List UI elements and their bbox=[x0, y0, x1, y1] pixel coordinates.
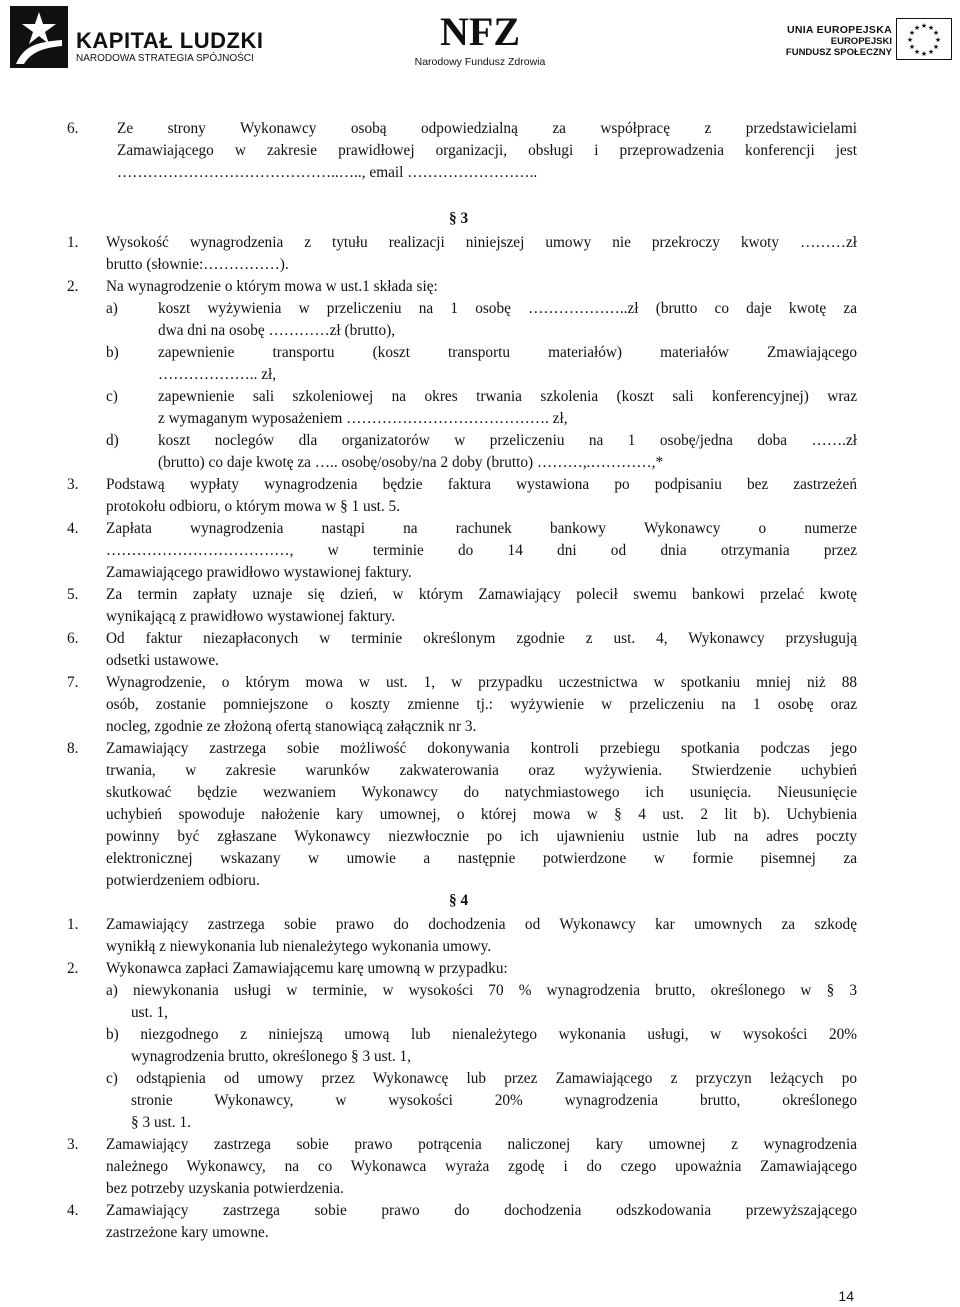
list-number: 6. bbox=[67, 120, 79, 137]
nfz-subtitle: Narodowy Fundusz Zdrowia bbox=[414, 56, 546, 68]
text-line: Podstawą wypłaty wynagrodzenia będzie faktura wystawiona po podpisaniu bez zastrzeżeń bbox=[106, 476, 857, 493]
list-number: 1. bbox=[67, 916, 79, 933]
nfz-logo bbox=[405, 10, 555, 72]
text-line: wynagrodzenia brutto, określonego § 3 ust. 1, bbox=[131, 1048, 411, 1065]
text-line: Wysokość wynagrodzenia z tytułu realizacji niniejszej umowy nie przekroczy kwoty ………zł bbox=[106, 234, 857, 251]
text-line: brutto (słownie:……………). bbox=[106, 256, 289, 273]
text-line: Za termin zapłaty uznaje się dzień, w którym Zamawiający polecił swemu bankowi przelać kwotę bbox=[106, 586, 857, 603]
text-line: zastrzeżone kary umowne. bbox=[106, 1224, 269, 1241]
eu-text bbox=[786, 24, 892, 58]
svg-text:★: ★ bbox=[932, 29, 940, 37]
text-line: wynikłą z niewykonania lub nienależytego wykonania umowy. bbox=[106, 938, 492, 955]
text-line: bez potrzeby uzyskania potwierdzenia. bbox=[106, 1180, 344, 1197]
svg-text:★: ★ bbox=[913, 48, 921, 56]
svg-text:★: ★ bbox=[920, 22, 928, 30]
text-line: z wymaganym wyposażeniem …………………………………. zł, bbox=[158, 410, 568, 427]
svg-text:★: ★ bbox=[908, 43, 916, 51]
text-line: Ze strony Wykonawcy osobą odpowiedzialną za współpracę z przedstawicielami bbox=[117, 120, 857, 137]
text-line: odsetki ustawowe. bbox=[106, 652, 220, 669]
text-line: osób, zostanie pomniejszone o koszty zmienne tj.: wyżywienie w przeliczeniu na 1 osobę oraz bbox=[106, 696, 857, 713]
text-line: koszt noclegów dla organizatorów w przeliczeniu na 1 osobę/jedna doba …….zł bbox=[158, 432, 857, 449]
text-line: Wykonawca zapłaci Zamawiającemu karę umowną w przypadku: bbox=[106, 960, 508, 977]
text-line: Zamawiający zastrzega sobie prawo do dochodzenia odszkodowania przewyższającego bbox=[106, 1202, 857, 1219]
text-line: uchybień spowoduje nałożenie kary umownej, o której mowa w § 4 ust. 2 lit b). Uchybienia bbox=[106, 806, 857, 823]
list-letter: c) bbox=[106, 388, 118, 405]
list-number: 2. bbox=[67, 278, 79, 295]
page-number: 14 bbox=[838, 1288, 854, 1304]
list-number: 8. bbox=[67, 740, 79, 757]
text-line: zapewnienie transportu (koszt transportu materiałów) materiałów Zmawiającego bbox=[158, 344, 857, 361]
list-number: 7. bbox=[67, 674, 79, 691]
svg-text:★: ★ bbox=[932, 43, 940, 51]
text-line: powinny być zgłaszane Wykonawcy niezwłocznie po ich ujawnieniu ustnie lub na adres poczty bbox=[106, 828, 857, 845]
text-line: skutkować będzie wezwaniem Wykonawcy do natychmiastowego ich usunięcia. Nieusunięcie bbox=[106, 784, 857, 801]
list-number: 3. bbox=[67, 1136, 79, 1153]
svg-text:NFZ: NFZ bbox=[440, 10, 520, 50]
svg-text:★: ★ bbox=[908, 29, 916, 37]
text-line: (brutto) co daje kwotę za ….. osobę/osoby/na 2 doby (brutto) ………,.…………,* bbox=[158, 454, 664, 471]
text-line: Zapłata wynagrodzenia nastąpi na rachunek bankowy Wykonawcy o numerze bbox=[106, 520, 857, 537]
eu-line2: EUROPEJSKI bbox=[830, 36, 892, 47]
list-letter: a) bbox=[106, 300, 118, 317]
text-line: ………………………………, w terminie do 14 dni od dnia otrzymania przez bbox=[106, 542, 857, 559]
text-line: Zamawiającego w zakresie prawidłowej organizacji, obsługi i przeprowadzenia konferencji jest bbox=[117, 142, 857, 159]
text-line: a) niewykonania usługi w terminie, w wysokości 70 % wynagrodzenia brutto, określonego w § 3 bbox=[106, 982, 857, 999]
kapital-ludzki-title: KAPITAŁ LUDZKI bbox=[76, 28, 264, 53]
text-line: zapewnienie sali szkoleniowej na okres trwania szkolenia (koszt sali konferencyjnej) wraz bbox=[158, 388, 857, 405]
list-number: 4. bbox=[67, 520, 79, 537]
text-line: c) odstąpienia od umowy przez Wykonawcę lub przez Zamawiającego z przyczyn leżących po bbox=[106, 1070, 857, 1087]
list-number: 1. bbox=[67, 234, 79, 251]
text-line: koszt wyżywienia w przeliczeniu na 1 osobę ………………..zł (brutto co daje kwotę za bbox=[158, 300, 857, 317]
kapital-ludzki-logo bbox=[10, 6, 270, 70]
list-letter: b) bbox=[106, 344, 119, 361]
text-line: ……………………………………..….., email …………………….. bbox=[117, 164, 538, 181]
svg-text:★: ★ bbox=[913, 24, 921, 32]
nfz-wordmark-icon bbox=[432, 10, 528, 50]
list-number: 3. bbox=[67, 476, 79, 493]
list-number: 4. bbox=[67, 1202, 79, 1219]
text-line: potwierdzeniem odbioru. bbox=[106, 872, 260, 889]
svg-text:★: ★ bbox=[906, 36, 914, 44]
text-line: b) niezgodnego z niniejszą umową lub nienależytego wykonania usługi, w wysokości 20% bbox=[106, 1026, 857, 1043]
text-line: należnego Wykonawcy, na co Wykonawca wyraża zgodę i do czego upoważnia Zamawiającego bbox=[106, 1158, 857, 1175]
text-line: protokołu odbioru, o którym mowa w § 1 ust. 5. bbox=[106, 498, 401, 515]
text-line: elektronicznej wskazany w umowie a następnie potwierdzone w formie pisemnej za bbox=[106, 850, 857, 867]
eu-logo bbox=[772, 18, 952, 68]
text-line: ust. 1, bbox=[131, 1004, 168, 1021]
text-line: stronie Wykonawcy, w wysokości 20% wynagrodzenia brutto, określonego bbox=[131, 1092, 857, 1109]
text-line: dwa dni na osobę …………zł (brutto), bbox=[158, 322, 396, 339]
text-line: Zamawiającego prawidłowo wystawionej faktury. bbox=[106, 564, 412, 581]
svg-text:★: ★ bbox=[920, 50, 928, 58]
list-number: 2. bbox=[67, 960, 79, 977]
section-heading: § 3 bbox=[449, 210, 469, 227]
list-number: 5. bbox=[67, 586, 79, 603]
kapital-ludzki-subtitle: NARODOWA STRATEGIA SPÓJNOŚCI bbox=[76, 53, 254, 64]
text-line: wynikającą z prawidłowo wystawionej faktury. bbox=[106, 608, 396, 625]
text-line: Zamawiający zastrzega sobie prawo potrącenia naliczonej kary umownej z wynagrodzenia bbox=[106, 1136, 857, 1153]
text-line: Zamawiający zastrzega sobie możliwość dokonywania kontroli przebiegu spotkania podczas jego bbox=[106, 740, 857, 757]
text-line: Na wynagrodzenie o którym mowa w ust.1 składa się: bbox=[106, 278, 438, 295]
text-line: nocleg, zgodnie ze złożoną ofertą stanowiącą załącznik nr 3. bbox=[106, 718, 477, 735]
svg-text:★: ★ bbox=[927, 48, 935, 56]
kapital-ludzki-emblem-icon bbox=[10, 6, 68, 68]
text-line: Wynagrodzenie, o którym mowa w ust. 1, w przypadku uczestnictwa w spotkaniu mniej niż 88 bbox=[106, 674, 857, 691]
eu-line1: UNIA EUROPEJSKA bbox=[786, 24, 892, 36]
list-letter: d) bbox=[106, 432, 119, 449]
eu-line3: FUNDUSZ SPOŁECZNY bbox=[785, 47, 892, 58]
svg-text:★: ★ bbox=[927, 24, 935, 32]
text-line: ……………….. zł, bbox=[158, 366, 277, 383]
text-line: Zamawiający zastrzega sobie prawo do dochodzenia od Wykonawcy kar umownych za szkodę bbox=[106, 916, 857, 933]
svg-text:★: ★ bbox=[934, 36, 942, 44]
list-number: 6. bbox=[67, 630, 79, 647]
text-line: Od faktur niezapłaconych w terminie określonym zgodnie z ust. 4, Wykonawcy przysługują bbox=[106, 630, 857, 647]
text-line: § 3 ust. 1. bbox=[131, 1114, 191, 1131]
section-heading: § 4 bbox=[449, 892, 469, 909]
eu-flag-icon bbox=[896, 18, 952, 60]
text-line: trwania, w zakresie warunków zakwaterowania oraz wyżywienia. Stwierdzenie uchybień bbox=[106, 762, 857, 779]
